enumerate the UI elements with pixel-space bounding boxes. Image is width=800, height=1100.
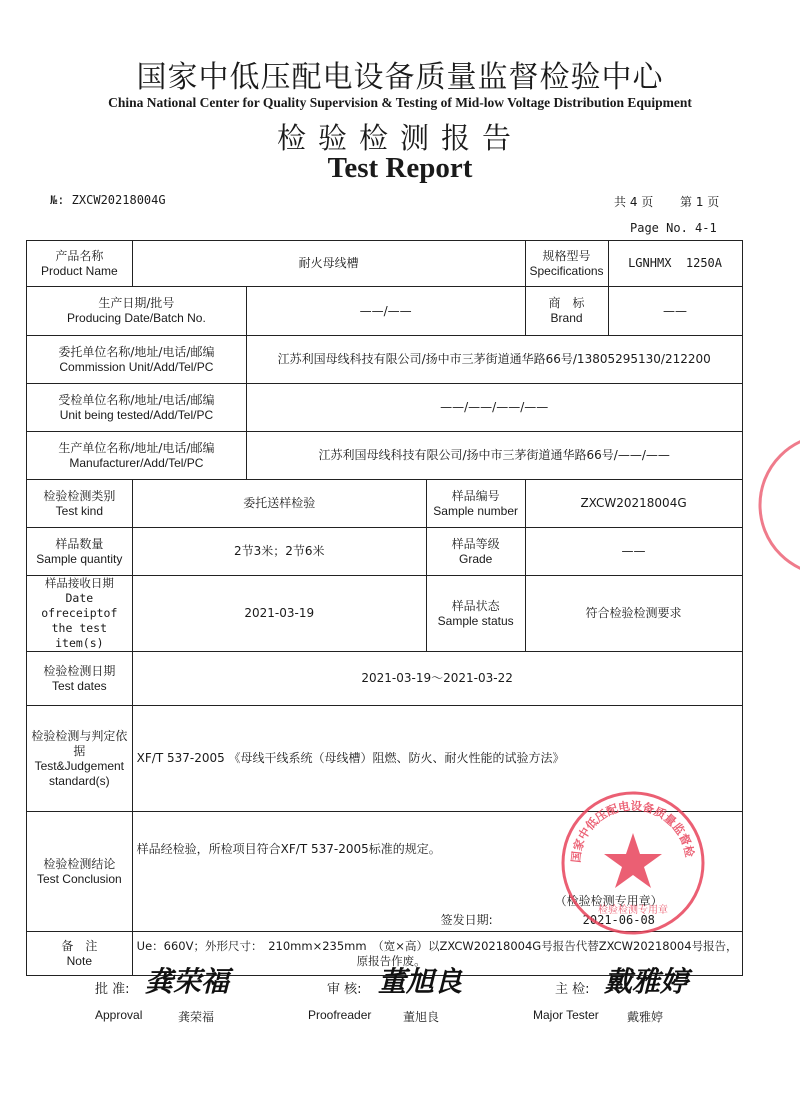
org-title-en: China National Center for Quality Supervision & Testing of Mid-low Voltage Distribution Equipment (108, 95, 692, 110)
proofreader-signature: 董旭良 (378, 965, 463, 998)
report-title-cn: 检验检测报告 (276, 121, 523, 155)
edge-seal-graphic (755, 420, 800, 590)
seal-graphic (558, 788, 708, 938)
page-current: 第 1 页 (680, 195, 720, 209)
report-number: №: ZXCW20218004G (50, 193, 166, 207)
seal-subtext: 检验检测专用章 (598, 905, 668, 916)
approval-name: 龚荣福 (178, 1010, 215, 1024)
standard-value: XF/T 537-2005 《母线干线系统（母线槽）阻燃、防火、耐火性能的试验方法》 (132, 706, 742, 812)
sample-number-label: 样品编号 Sample number (426, 480, 525, 528)
seal-star-icon (604, 833, 662, 888)
spec-value: LGNHMX 1250A (628, 256, 722, 270)
row-quantity (27, 528, 743, 576)
spec-cell (525, 241, 742, 287)
spec-label-en: Specifications (529, 263, 604, 278)
sample-quantity-label: 样品数量 Sample quantity (27, 528, 133, 576)
report-title-en: Test Report (327, 152, 473, 184)
grade-label: 样品等级 Grade (426, 528, 525, 576)
seal-text: 国家中低压配电设备质量监督检 (568, 798, 697, 864)
test-kind-label: 检验检测类别 Test kind (27, 480, 133, 528)
sample-number-value: ZXCW20218004G (525, 480, 742, 528)
row-test-kind (27, 480, 743, 528)
major-tester-name: 戴雅婷 (627, 1010, 664, 1024)
row-manufacturer (27, 432, 743, 480)
proofreader-name: 董旭良 (403, 1010, 440, 1024)
test-dates-label: 检验检测日期 Test dates (27, 652, 133, 706)
test-kind-value: 委托送样检验 (132, 480, 426, 528)
pages-total: 共 4 页 (614, 195, 654, 209)
manufacturer-value: 江苏利国母线科技有限公司/扬中市三茅街道通华路66号/——/—— (246, 432, 742, 480)
approval-label-en: Approval (95, 1008, 143, 1022)
brand-label-cn: 商 标 (548, 296, 585, 310)
sample-quantity-value: 2节3米；2节6米 (132, 528, 426, 576)
issue-date-label: 签发日期: (440, 913, 493, 927)
brand-label-en: Brand (550, 311, 583, 325)
edge-seal (755, 420, 800, 590)
commission-unit-label: 委托单位名称/地址/电话/邮编 Commission Unit/Add/Tel/PC (27, 336, 247, 384)
grade-value: —— (525, 528, 742, 576)
standard-label: 检验检测与判定依 据 Test&Judgement standard(s) (27, 706, 133, 812)
note-label: 备 注 Note (27, 932, 133, 976)
product-name-label: 产品名称 Product Name (27, 241, 133, 287)
note-value: Ue：660V；外形尺寸： 210mm×235mm （宽×高）以ZXCW20218004G号报告代替ZXCW20218004号报告， 原报告作废。 (132, 932, 742, 976)
row-receipt (27, 576, 743, 652)
commission-unit-value: 江苏利国母线科技有限公司/扬中市三茅街道通华路66号/13805295130/212200 (246, 336, 742, 384)
major-tester-label-en: Major Tester (533, 1008, 599, 1022)
major-tester-signature: 戴雅婷 (604, 965, 689, 998)
producing-date-label: 生产日期/批号 Producing Date/Batch No. (27, 287, 247, 336)
row-tested-unit (27, 384, 743, 432)
row-commission (27, 336, 743, 384)
issue-date-value: 2021-06-08 (582, 913, 655, 927)
sample-status-value: 符合检验检测要求 (525, 576, 742, 652)
spec-label-cn: 规格型号 (542, 248, 591, 263)
tested-unit-label: 受检单位名称/地址/电话/邮编 Unit being tested/Add/Tel/PC (27, 384, 247, 432)
proofreader-label: 审 核: (327, 982, 362, 997)
proofreader-label-en: Proofreader (308, 1008, 372, 1022)
brand-cell (525, 287, 742, 336)
major-tester-label: 主 检: (555, 982, 590, 997)
row-product (27, 241, 743, 287)
tested-unit-value: ——/——/——/—— (246, 384, 742, 432)
conclusion-value: 样品经检验，所检项目符合XF/T 537-2005标准的规定。 (136, 842, 441, 856)
page-no: Page No. 4-1 (630, 221, 717, 235)
official-seal (558, 788, 708, 938)
receipt-date-value: 2021-03-19 (132, 576, 426, 652)
product-name-value: 耐火母线槽 (132, 241, 525, 287)
conclusion-label: 检验检测结论 Test Conclusion (27, 812, 133, 932)
sample-status-label: 样品状态 Sample status (426, 576, 525, 652)
seal-caption: （检验检测专用章） (554, 894, 663, 908)
brand-value: —— (663, 303, 688, 318)
row-producing (27, 287, 743, 336)
org-title-cn: 国家中低压配电设备质量监督检验中心 (136, 60, 664, 95)
receipt-date-label: 样品接收日期 Date ofreceiptof the test item(s) (27, 576, 133, 652)
manufacturer-label: 生产单位名称/地址/电话/邮编 Manufacturer/Add/Tel/PC (27, 432, 247, 480)
approval-signature: 龚荣福 (145, 965, 230, 998)
test-dates-value: 2021-03-19～2021-03-22 (132, 652, 742, 706)
row-test-dates (27, 652, 743, 706)
approval-label: 批 准: (95, 982, 130, 997)
producing-date-value: ——/—— (246, 287, 525, 336)
